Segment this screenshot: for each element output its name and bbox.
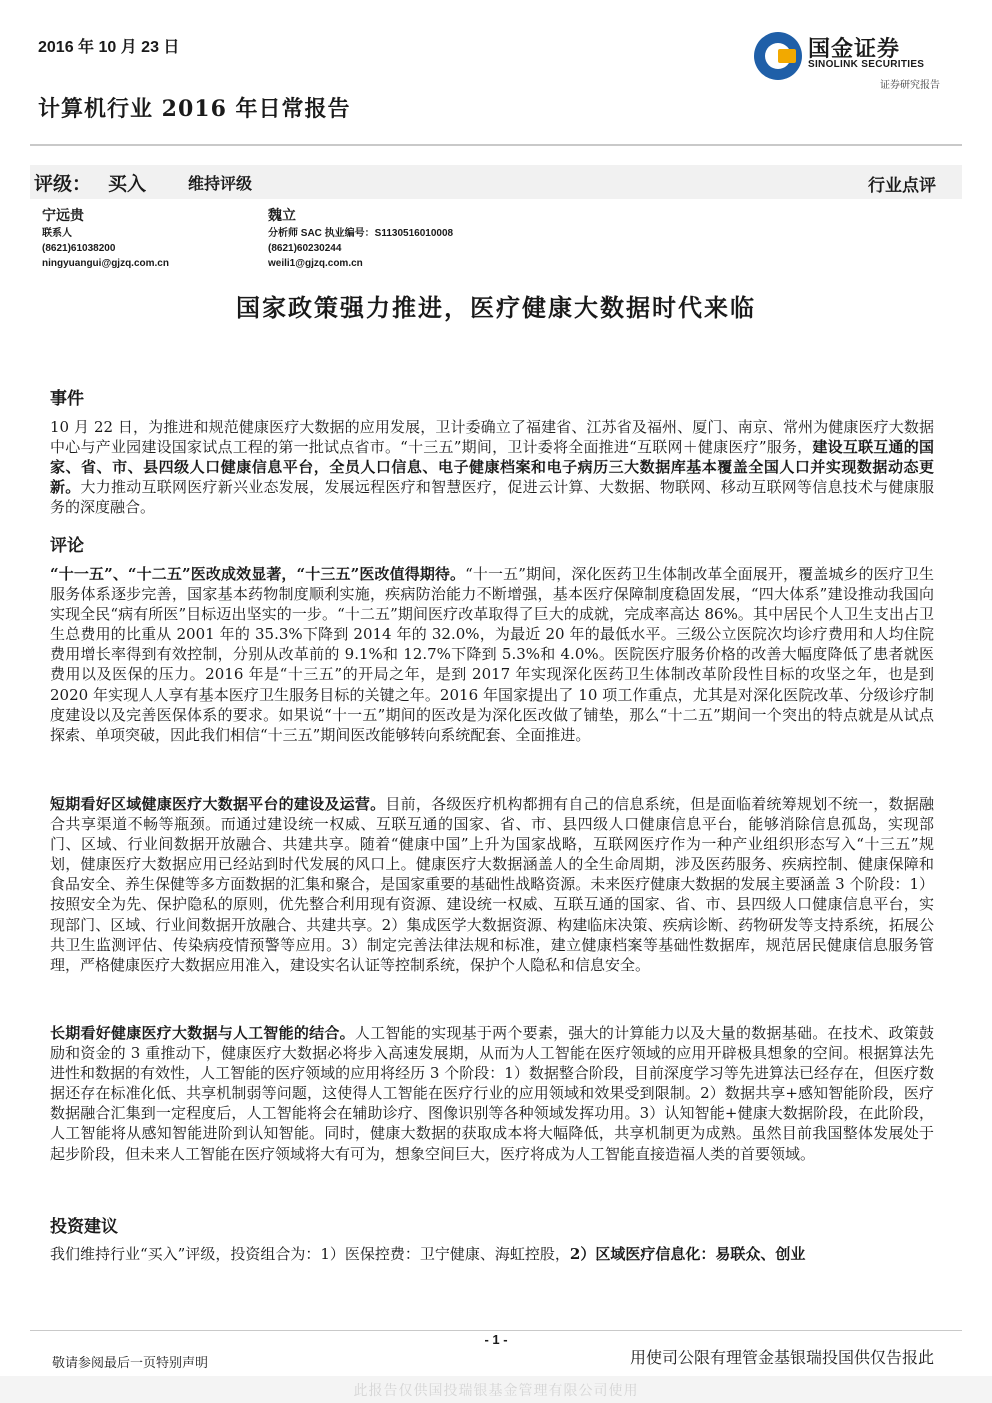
invest-text-a: 我们维持行业“买入”评级，投资组合为：1）医保控费：卫宁健康、海虹控股，	[50, 1245, 570, 1263]
rating-action: 维持评级	[188, 174, 253, 193]
comment-paragraph-3	[50, 1023, 934, 1164]
section-title-comment: 评论	[50, 536, 84, 556]
section-title-event: 事件	[50, 389, 84, 409]
page-number: - 1 -	[484, 1332, 508, 1347]
company-logo	[754, 30, 954, 90]
footer-mirrored-text: 用使司公限有理管金基银瑞投国供仅告报此	[629, 1348, 934, 1367]
report-date: 2016 年 10 月 23 日	[38, 39, 180, 56]
header-divider	[30, 144, 962, 146]
footer-disclaimer: 敬请参阅最后一页特别声明	[52, 1356, 209, 1371]
comment-paragraph-1	[50, 564, 934, 745]
watermark-text: 此报告仅供国投瑞银基金管理有限公司使用	[353, 1383, 639, 1399]
analyst-phone: (8621)60230244	[268, 243, 342, 254]
paragraph-body: 目前，各级医疗机构都拥有自己的信息系统，但是面临着统筹规划不统一，数据融合共享渠道不畅等瓶颈。而通过建设统一权威、互联互通的国家、省、市、县四级人口健康信息平台，能够消除信息孤岛，实现部门、区域、行业间数据开放融合、共建共享。随着“健康中国”上升为国家战略，互联网医疗作为一种产业组织形态写入“十三五”规划，健康医疗大数据应用已经站到时代发展的风口上。健康医疗大数据涵盖人的全生命周期，涉及医药服务、疾病控制、健康保障和食品安全、养生保健等多方面数据的汇集和聚合，是国家重要的基础性战略资源。未来医疗健康大数据的发展主要涵盖 3 个阶段：1）按照安全为先、保护隐私的原则，优先整合利用现有资源、建设统一权威、互联互通的国家、省、市、县四级人口健康信息平台，实现部门、区域、行业间数据开放融合、共建共享。2）集成医学大数据资源、构建临床决策、疾病诊断、药物研发等支持系统，拓展公共卫生监测评估、传染病疫情预警等应用。3）制定完善法律法规和标准，建立健康档案等基础性数据库，规范居民健康信息服务管理，严格健康医疗大数据应用准入，建设实名认证等控制系统，保护个人隐私和信息安全。	[50, 795, 934, 974]
event-text-bold: 建设互联互通的国家、省、市、县四级人口健康信息平台，全员人口信息、电子健康档案和电子病历三大数据库基本覆盖全国人口并实现数据动态更新。	[50, 438, 934, 497]
analyst-card	[268, 206, 453, 271]
rating-label: 评级：	[34, 173, 92, 195]
event-text-c: 大力推动互联网医疗新兴业态发展，发展远程医疗和智慧医疗，促进云计算、大数据、物联网、移动互联网等信息技术与健康服务的深度融合。	[50, 478, 934, 517]
paragraph-lead: “十一五”、“十二五”医改成效显著，“十三五”医改值得期待。	[50, 565, 466, 583]
analyst-name: 魏立	[268, 208, 296, 224]
analyst-phone: (8621)61038200	[42, 243, 116, 254]
paragraph-body: 人工智能的实现基于两个要素，强大的计算能力以及大量的数据基础。在技术、政策鼓励和资金的 3 重推动下，健康医疗大数据必将步入高速发展期，从而为人工智能在医疗领域的应用开辟极具想象的空间。根据算法先进性和数据的有效性，人工智能的医疗领域的应用将经历 3 个阶段：1）数据整合阶段，目前深度学习等先进算法已经存在，但医疗数据还存在标准化低、共享机制弱等问题，这使得人工智能在医疗行业的应用领域和效果受到限制。2）数据共享+感知智能阶段，医疗数据融合汇集到一定程度后，人工智能将会在辅助诊疗、图像识别等各种领域发挥功用。3）认知智能+健康大数据阶段，在此阶段，人工智能将从感知智能进阶到认知智能。同时，健康大数据的获取成本将大幅降低，共享机制更为成熟。虽然目前我国整体发展处于起步阶段，但未来人工智能在医疗领域将大有可为，想象空间巨大，医疗将成为人工智能直接造福人类的首要领域。	[50, 1024, 934, 1163]
report-series-title: 计算机行业 2016 年日常报告	[38, 96, 351, 122]
section-title-invest: 投资建议	[50, 1217, 118, 1237]
paragraph-lead: 短期看好区域健康医疗大数据平台的建设及运营。	[50, 795, 386, 813]
invest-text-bold: 2）区域医疗信息化：易联众、创业	[569, 1245, 806, 1263]
report-type: 行业点评	[868, 176, 936, 196]
analyst-name: 宁远贵	[42, 208, 84, 224]
analyst-role: 分析师 SAC 执业编号：S1130516010008	[268, 228, 454, 239]
watermark-bar	[0, 1376, 992, 1403]
analyst-email: weili1@gjzq.com.cn	[268, 258, 363, 269]
paragraph-body: “十一五”期间，深化医药卫生体制改革全面展开，覆盖城乡的医疗卫生服务体系逐步完善，国家基本药物制度顺利实施，疾病防治能力不断增强，基本医疗保障制度稳固发展，“四大体系”建设推动我国向实现全民“病有所医”目标迈出坚实的一步。“十二五”期间医疗改革取得了巨大的成就，完成率高达 86%。其中居民个人卫生支出占卫生总费用的比重从 2001 年的 35.3%下降到 2014 年的 32.0%，为最近 20 年的最低水平。三级公立医院次均诊疗费用和人均住院费用增长率得到有效控制，分别从改革前的 9.1%和 12.7%下降到 5.3%和 4.0%。医院医疗服务价格的改善大幅度降低了患者就医费用以及医保的压力。2016 年是“十三五”的开局之年，是到 2017 年实现深化医药卫生体制改革阶段性目标的攻坚之年，也是到 2020 年实现人人享有基本医疗卫生服务目标的关键之年。2016 年国家提出了 10 项工作重点，尤其是对深化医院改革、分级诊疗制度建设以及完善医保体系的要求。如果说“十一五”期间的医改是为深化医改做了铺垫，那么“十二五”期间一个突出的特点就是从试点探索、单项突破，因此我们相信“十三五”期间医改能够转向系统配套、全面推进。	[50, 565, 934, 744]
logo-name-en: SINOLINK SECURITIES	[808, 59, 925, 70]
analyst-role: 联系人	[42, 228, 72, 239]
footer-divider	[30, 1330, 962, 1331]
invest-paragraph	[50, 1244, 934, 1266]
logo-emblem-icon	[754, 32, 802, 80]
paragraph-lead: 长期看好健康医疗大数据与人工智能的结合。	[50, 1024, 355, 1042]
analyst-card	[42, 206, 169, 271]
analyst-email: ningyuangui@gjzq.com.cn	[42, 258, 169, 269]
comment-paragraph-2	[50, 794, 934, 975]
report-headline: 国家政策强力推进，医疗健康大数据时代来临	[236, 293, 756, 322]
rating-bar	[30, 165, 962, 199]
logo-subtitle: 证券研究报告	[880, 80, 940, 91]
event-paragraph	[50, 417, 934, 517]
rating-value: 买入	[108, 173, 147, 195]
logo-name-cn: 国金证券	[808, 36, 901, 61]
event-text-a: 10 月 22 日，为推进和规范健康医疗大数据的应用发展，卫计委确立了福建省、江苏省及福州、厦门、南京、常州为健康医疗大数据中心与产业园建设国家试点工程的第一批试点省市。“十三五”期间，卫计委将全面推进“互联网＋健康医疗”服务，	[50, 418, 934, 457]
